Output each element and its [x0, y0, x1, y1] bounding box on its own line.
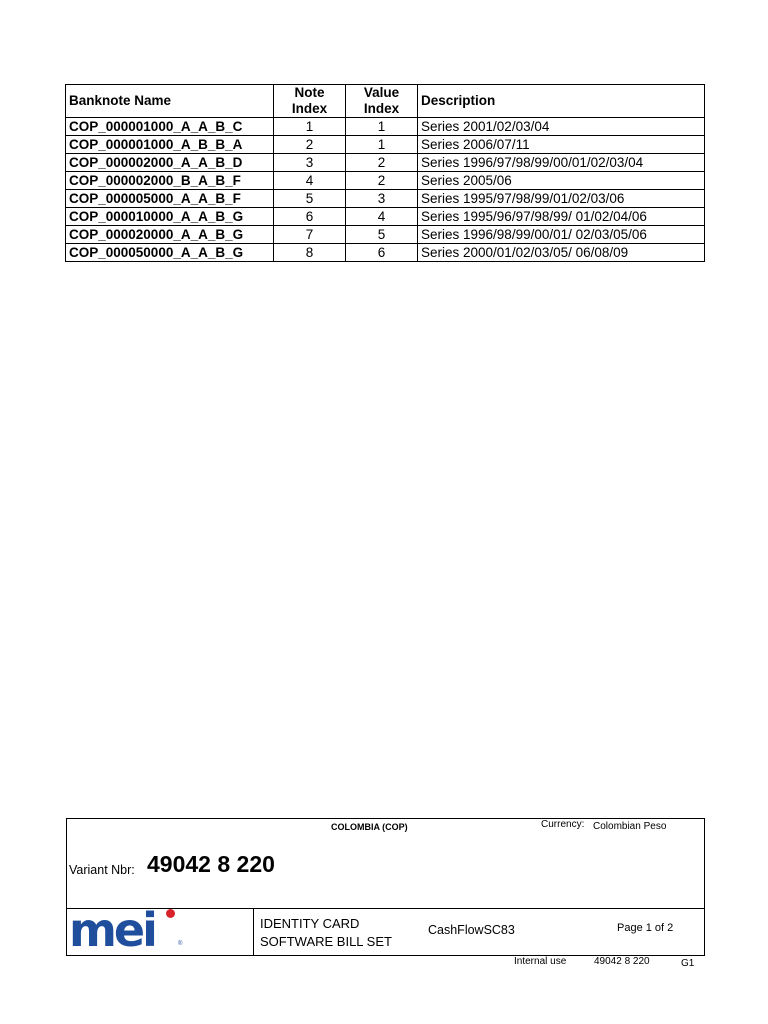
value-index: 2	[346, 172, 418, 190]
note-index: 2	[274, 136, 346, 154]
internal-use-label: Internal use	[514, 956, 567, 967]
table-row	[66, 136, 705, 154]
title-block	[66, 818, 705, 956]
table-row	[66, 226, 705, 244]
table-row	[66, 154, 705, 172]
table-header-row	[66, 85, 705, 118]
table-row	[66, 118, 705, 136]
product-name: CashFlowSC83	[428, 923, 515, 937]
banknote-name: COP_000050000_A_A_B_G	[66, 244, 274, 262]
value-index: 1	[346, 118, 418, 136]
header-description: Description	[418, 85, 705, 118]
country-label: COLOMBIA (COP)	[331, 822, 408, 832]
document-type-line2: SOFTWARE BILL SET	[260, 934, 392, 949]
description: Series 1996/98/99/00/01/ 02/03/05/06	[418, 226, 705, 244]
table-row	[66, 208, 705, 226]
table-row	[66, 190, 705, 208]
value-index: 1	[346, 136, 418, 154]
banknote-name: COP_000001000_A_B_B_A	[66, 136, 274, 154]
description: Series 1995/97/98/99/01/02/03/06	[418, 190, 705, 208]
note-index: 4	[274, 172, 346, 190]
description: Series 2006/07/11	[418, 136, 705, 154]
note-index: 8	[274, 244, 346, 262]
table-row	[66, 172, 705, 190]
note-index: 5	[274, 190, 346, 208]
variant-number: 49042 8 220	[147, 851, 275, 877]
note-index: 7	[274, 226, 346, 244]
header-banknote-name: Banknote Name	[66, 85, 274, 118]
description: Series 2001/02/03/04	[418, 118, 705, 136]
document-type	[260, 915, 392, 951]
banknote-table	[65, 84, 705, 262]
value-index: 5	[346, 226, 418, 244]
variant-label: Variant Nbr:	[69, 863, 135, 877]
currency-label: Currency:	[541, 819, 585, 830]
logo-wordmark: mei	[69, 903, 155, 957]
value-index: 2	[346, 154, 418, 172]
revision-label: G1	[681, 958, 695, 969]
value-index: 4	[346, 208, 418, 226]
banknote-name: COP_000002000_B_A_B_F	[66, 172, 274, 190]
note-index: 1	[274, 118, 346, 136]
page-number: Page 1 of 2	[617, 922, 674, 934]
table-row	[66, 244, 705, 262]
description: Series 1995/96/97/98/99/ 01/02/04/06	[418, 208, 705, 226]
note-index: 3	[274, 154, 346, 172]
logo-dot-icon	[166, 909, 175, 918]
header-note-index: Note Index	[274, 85, 346, 118]
document-type-line1: IDENTITY CARD	[260, 916, 360, 931]
description: Series 2000/01/02/03/05/ 06/08/09	[418, 244, 705, 262]
banknote-name: COP_000001000_A_A_B_C	[66, 118, 274, 136]
title-block-lower-row	[67, 903, 704, 957]
description: Series 2005/06	[418, 172, 705, 190]
note-index: 6	[274, 208, 346, 226]
description: Series 1996/97/98/99/00/01/02/03/04	[418, 154, 705, 172]
currency-value: Colombian Peso	[593, 821, 667, 832]
banknote-name: COP_000010000_A_A_B_G	[66, 208, 274, 226]
banknote-name: COP_000002000_A_A_B_D	[66, 154, 274, 172]
value-index: 3	[346, 190, 418, 208]
registered-mark-icon: ®	[178, 941, 183, 947]
value-index: 6	[346, 244, 418, 262]
header-value-index: Value Index	[346, 85, 418, 118]
mei-logo	[67, 903, 254, 957]
internal-number: 49042 8 220	[594, 956, 650, 967]
banknote-name: COP_000005000_A_A_B_F	[66, 190, 274, 208]
banknote-name: COP_000020000_A_A_B_G	[66, 226, 274, 244]
